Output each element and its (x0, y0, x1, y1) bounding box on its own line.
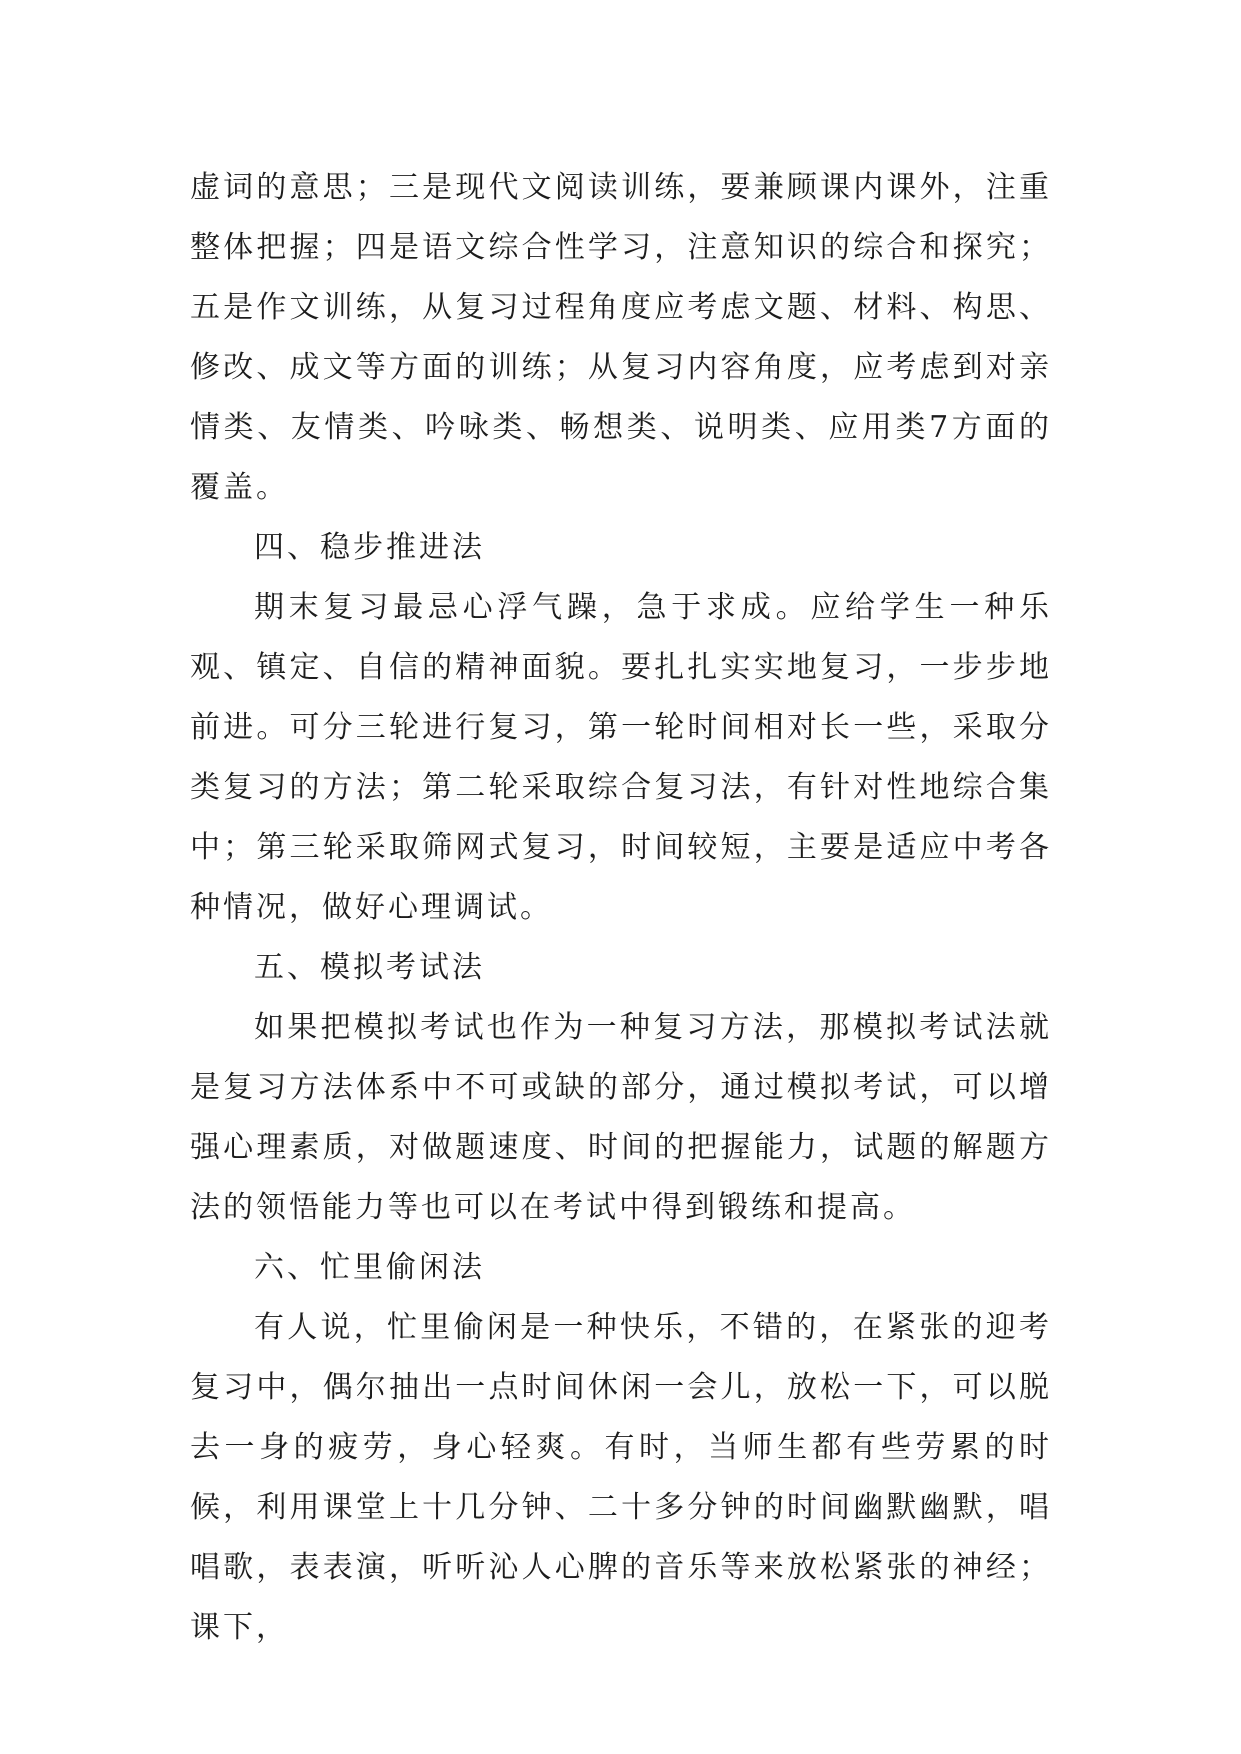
section-heading-4: 四、稳步推进法 (254, 530, 485, 565)
paragraph-steady-progress: 期末复习最忌心浮气躁，急于求成。应给学生一种乐观、镇定、自信的精神面貌。要扎扎实实地复习，一步步地前进。可分三轮进行复习，第一轮时间相对长一些，采取分类复习的方法；第二轮采取综合复习法，有针对性地综合集中；第三轮采取筛网式复习，时间较短，主要是适应中考各种情况，做好心理调试。 (190, 590, 1052, 925)
section-heading-6: 六、忙里偷闲法 (254, 1250, 485, 1285)
paragraph-mock-exam: 如果把模拟考试也作为一种复习方法，那模拟考试法就是复习方法体系中不可或缺的部分，通过模拟考试，可以增强心理素质，对做题速度、时间的把握能力，试题的解题方法的领悟能力等也可以在考试中得到锻练和提高。 (190, 1010, 1052, 1225)
paragraph-leisure: 有人说，忙里偷闲是一种快乐，不错的，在紧张的迎考复习中，偶尔抽出一点时间休闲一会儿，放松一下，可以脱去一身的疲劳，身心轻爽。有时，当师生都有些劳累的时候，利用课堂上十几分钟、二十多分钟的时间幽默幽默，唱唱歌，表表演，听听沁人心脾的音乐等来放松紧张的神经；课下， (190, 1310, 1052, 1645)
paragraph-continued: 虚词的意思；三是现代文阅读训练，要兼顾课内课外，注重整体把握；四是语文综合性学习，注意知识的综合和探究；五是作文训练，从复习过程角度应考虑文题、材料、构思、修改、成文等方面的训练；从复习内容角度，应考虑到对亲情类、友情类、吟咏类、畅想类、说明类、应用类7方面的覆盖。 (190, 170, 1052, 505)
document-body (190, 158, 1052, 1658)
section-heading-5: 五、模拟考试法 (254, 950, 485, 985)
